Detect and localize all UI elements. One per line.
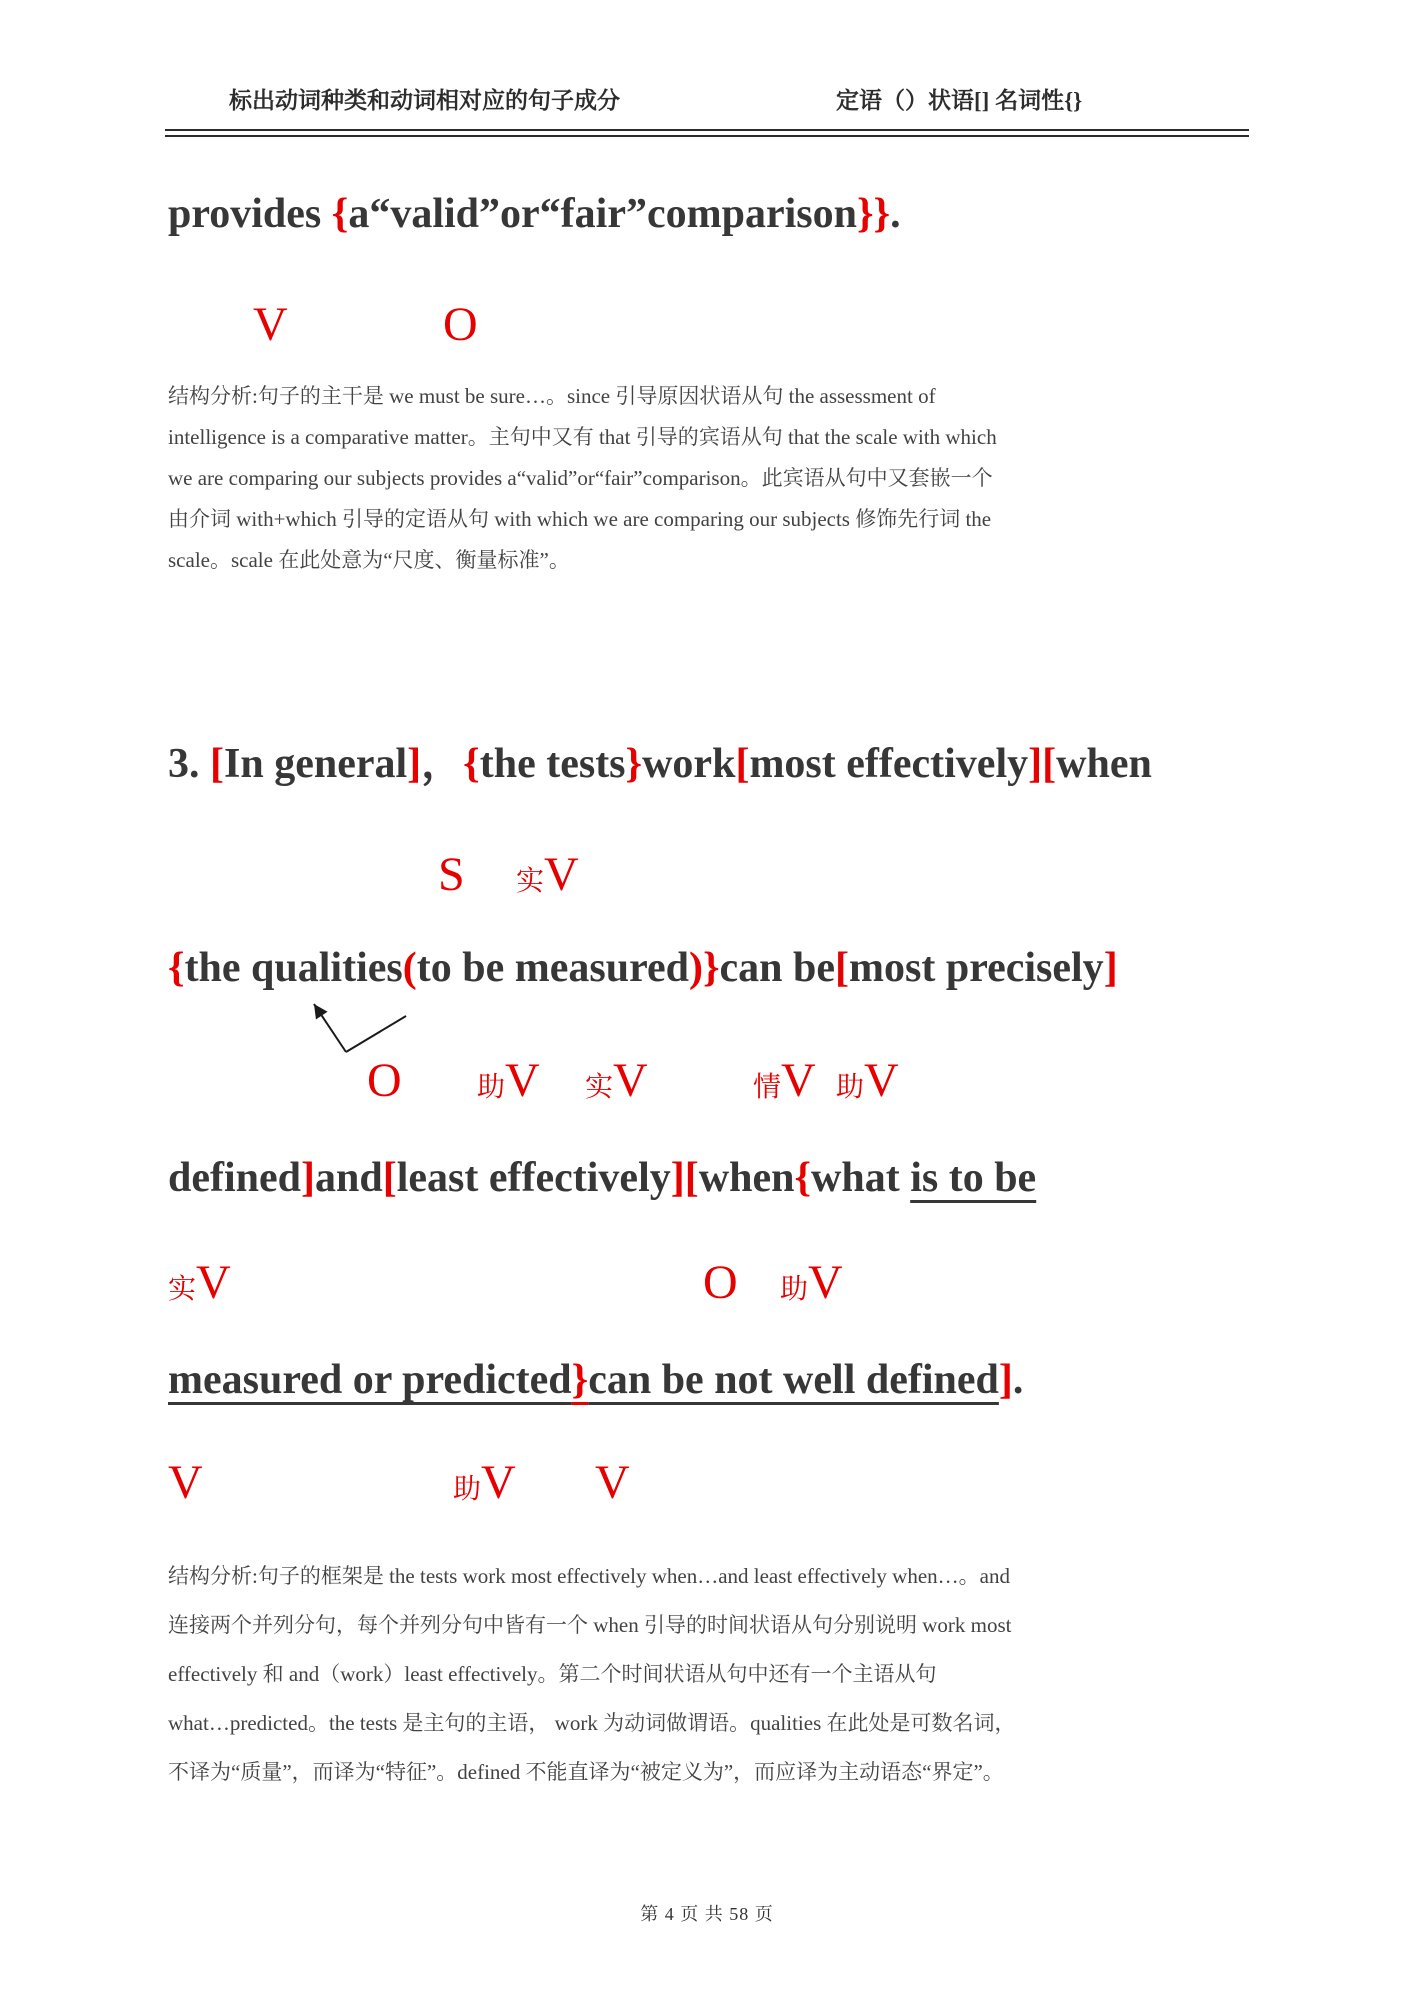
- analysis-line: 由介词 with+which 引导的定语从句 with which we are comparing our subjects 修饰先行词 the: [168, 507, 992, 531]
- annotation-letter: V: [781, 1054, 816, 1108]
- sentence-text: and: [315, 1155, 383, 1201]
- underlined-text: measured or predicted: [168, 1357, 572, 1403]
- brace-close: }: [625, 741, 643, 787]
- bracket-close: ]: [998, 1357, 1013, 1403]
- sentence-text: when: [1056, 741, 1152, 787]
- annotation-letter: V: [864, 1054, 899, 1108]
- sentence-text: to be measured: [416, 945, 689, 991]
- annotation-letter: V: [253, 298, 288, 352]
- annotation-row-clause: [0, 1248, 1414, 1310]
- sentence-text: work: [642, 741, 736, 787]
- annotation-modal-verb: [753, 1055, 816, 1108]
- annotation-letter: V: [505, 1054, 540, 1108]
- annotation-prefix: 实: [585, 1072, 614, 1104]
- annotation-main-verb: [516, 849, 579, 902]
- annotation-verb: [253, 299, 288, 352]
- sentence-text: .: [890, 191, 901, 237]
- annotation-letter: O: [703, 1256, 738, 1310]
- bracket-close: ]: [1028, 741, 1043, 787]
- paren-open: (: [402, 945, 417, 991]
- sentence-text: least effectively: [396, 1155, 671, 1201]
- underlined-text: is to be: [910, 1155, 1037, 1201]
- brace-close: }: [702, 945, 720, 991]
- bracket-open: [: [210, 741, 224, 787]
- annotation-object: [367, 1055, 402, 1108]
- sentence3-line2: [168, 944, 1118, 992]
- bracket-open: [: [684, 1155, 699, 1201]
- annotation-prefix: 实: [168, 1274, 197, 1306]
- sentence-text: what: [811, 1155, 911, 1201]
- sentence-text: the qualities: [184, 945, 403, 991]
- annotation-row-subject: [0, 840, 1414, 902]
- bracket-close: ]: [301, 1155, 316, 1201]
- annotation-aux-verb: [453, 1457, 516, 1510]
- annotation-aux-verb: [477, 1055, 540, 1108]
- annotation-letter: V: [168, 1456, 203, 1510]
- sentence-text: 3.: [168, 741, 210, 787]
- bracket-close: ]: [670, 1155, 685, 1201]
- paren-close: ): [688, 945, 703, 991]
- analysis-paragraph-1: [168, 376, 997, 581]
- annotation-main-verb: [168, 1257, 231, 1310]
- analysis-line: 结构分析:句子的主干是 we must be sure…。since 引导原因状语从句 the assessment of: [168, 384, 936, 408]
- header-right-label: 定语（）状语[] 名词性{}: [836, 88, 1083, 113]
- page-number: 第 4 页 共 58 页: [640, 1904, 774, 1924]
- sentence-text: .: [1012, 1357, 1024, 1403]
- analysis-line: effectively 和 and（work）least effectively。第二个时间状语从句中还有一个主语从句: [168, 1662, 937, 1686]
- annotation-prefix: 助: [780, 1274, 809, 1306]
- annotation-prefix: 实: [516, 866, 545, 898]
- brace-open: {: [168, 945, 185, 991]
- annotation-letter: V: [544, 848, 579, 902]
- annotation-aux-verb: [836, 1055, 899, 1108]
- annotation-row-final: [0, 1448, 1414, 1510]
- annotation-letter: O: [367, 1054, 402, 1108]
- analysis-line: intelligence is a comparative matter。主句中又有 that 引导的宾语从句 that the scale with which: [168, 425, 997, 449]
- annotation-letter: S: [438, 848, 465, 902]
- brace-open: {: [331, 191, 349, 237]
- annotation-main-verb: [585, 1055, 648, 1108]
- analysis-line: 不译为“质量”，而译为“特征”。defined 不能直译为“被定义为”，而应译为主动语态“界定”。: [168, 1760, 1004, 1784]
- sentence-text: most precisely: [849, 945, 1104, 991]
- header-left-label: 标出动词种类和动词相对应的句子成分: [229, 88, 620, 113]
- analysis-line: scale。scale 在此处意为“尺度、衡量标准”。: [168, 548, 570, 572]
- annotation-letter: O: [443, 298, 478, 352]
- sentence3-line3: [168, 1154, 1036, 1202]
- sentence-text: the tests: [479, 741, 626, 787]
- annotation-prefix: 助: [453, 1474, 482, 1506]
- sentence3-line1: [168, 730, 1152, 790]
- sentence-text: defined: [168, 1155, 302, 1201]
- annotation-letter: V: [613, 1054, 648, 1108]
- analysis-line: what…predicted。the tests 是主句的主语， work 为动词做谓语。qualities 在此处是可数名词，: [168, 1711, 1016, 1735]
- analysis-paragraph-2: [168, 1552, 1016, 1797]
- sentence3-line4: [168, 1356, 1023, 1404]
- bracket-open: [: [1042, 741, 1057, 787]
- annotation-prefix: 情: [753, 1072, 782, 1104]
- sentence-text: can be: [719, 945, 836, 991]
- bracket-close: ]: [1103, 945, 1118, 991]
- brace-close: }: [571, 1357, 589, 1403]
- analysis-line: 结构分析:句子的框架是 the tests work most effectively when…and least effectively when…。and: [168, 1564, 1010, 1588]
- annotation-row-vo: [0, 290, 1414, 352]
- sentence-text: when: [698, 1155, 795, 1201]
- annotation-object: [703, 1257, 738, 1310]
- annotation-verb: [168, 1457, 203, 1510]
- bracket-open: [: [735, 741, 750, 787]
- brace-open: {: [794, 1155, 812, 1201]
- brace-open: {: [463, 741, 480, 787]
- underlined-text: can be not well defined: [588, 1357, 999, 1403]
- annotation-subject: [438, 849, 465, 902]
- annotation-letter: V: [808, 1256, 843, 1310]
- header-divider: [165, 129, 1249, 137]
- annotation-prefix: 助: [836, 1072, 865, 1104]
- annotation-row-object-verbs: [0, 1046, 1414, 1108]
- bracket-close: ]: [407, 741, 422, 787]
- annotation-letter: V: [595, 1456, 630, 1510]
- annotation-prefix: 助: [477, 1072, 506, 1104]
- brace-close: }}: [856, 191, 891, 237]
- annotation-aux-verb: [780, 1257, 843, 1310]
- annotation-letter: V: [196, 1256, 231, 1310]
- bracket-open: [: [835, 945, 850, 991]
- sentence-text: ，: [421, 741, 464, 787]
- sentence-text: In general: [224, 741, 408, 787]
- analysis-line: 连接两个并列分句，每个并列分句中皆有一个 when 引导的时间状语从句分别说明 work most: [168, 1613, 1012, 1637]
- annotation-verb: [595, 1457, 630, 1510]
- sentence-text: provides: [168, 191, 332, 237]
- annotation-letter: V: [481, 1456, 516, 1510]
- sentence-text: most effectively: [749, 741, 1029, 787]
- annotation-object: [443, 299, 478, 352]
- sentence2-continuation: [168, 190, 901, 238]
- sentence-text: a“valid”or“fair”comparison: [348, 191, 857, 237]
- analysis-line: we are comparing our subjects provides a“valid”or“fair”comparison。此宾语从句中又套嵌一个: [168, 466, 993, 490]
- bracket-open: [: [382, 1155, 397, 1201]
